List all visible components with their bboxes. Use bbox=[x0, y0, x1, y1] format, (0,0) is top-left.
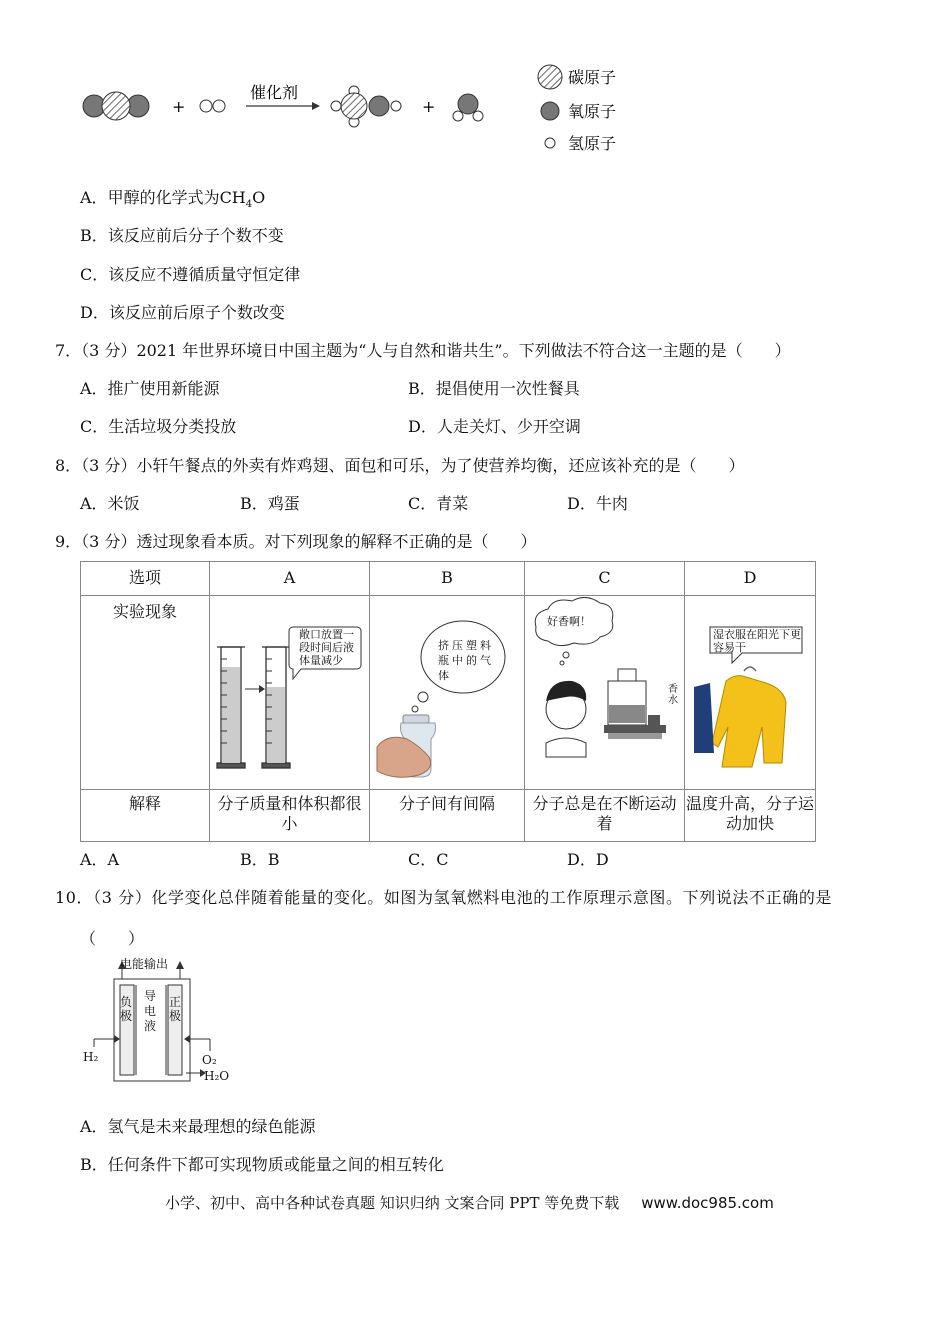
table-header: C bbox=[525, 562, 685, 596]
perfume-label: 香水 bbox=[668, 684, 678, 706]
o2-label: O₂ bbox=[202, 1053, 217, 1067]
legend-oxygen: 氧原子 bbox=[568, 102, 617, 121]
q6-option-c: C．该反应不遵循质量守恒定律 bbox=[80, 265, 301, 284]
legend-hydrogen: 氢原子 bbox=[568, 134, 617, 153]
row-label: 实验现象 bbox=[81, 596, 210, 790]
q7-option-b: B．提倡使用一次性餐具 bbox=[408, 379, 580, 398]
row-label: 解释 bbox=[81, 790, 210, 842]
q7-option-d: D．人走关灯、少开空调 bbox=[408, 417, 581, 436]
q8-stem: 8．（3 分）小轩午餐点的外卖有炸鸡翅、面包和可乐，为了使营养均衡，还应该补充的是（ ） bbox=[55, 456, 745, 475]
explanation-d: 温度升高，分子运动加快 bbox=[685, 790, 816, 842]
bubble-a: 敞口放置一段时间后液体量减少 bbox=[299, 628, 354, 667]
bubble-c: 好香啊！ bbox=[547, 615, 591, 628]
q8-option-d: D．牛肉 bbox=[567, 494, 628, 513]
bubble-b: 挤压塑料瓶中的气体 bbox=[438, 639, 494, 682]
methanol-molecule bbox=[331, 86, 401, 127]
page-footer bbox=[165, 1192, 774, 1213]
fuel-cell-diagram bbox=[80, 955, 230, 1090]
co2-molecule bbox=[83, 92, 149, 120]
cylinders-illustration bbox=[211, 597, 368, 783]
q6-option-d: D．该反应前后原子个数改变 bbox=[80, 303, 285, 322]
footer-url[interactable]: www.doc985.com bbox=[641, 1194, 774, 1212]
bubble-d: 湿衣服在阳光下更容易干 bbox=[713, 628, 801, 654]
explanation-a: 分子质量和体积都很小 bbox=[210, 790, 370, 842]
footer-text: 小学、初中、高中各种试卷真题 知识归纳 文案合同 PPT 等免费下载 bbox=[165, 1194, 620, 1212]
power-output-label: 电能输出 bbox=[120, 957, 169, 971]
explanation-c: 分子总是在不断运动着 bbox=[525, 790, 685, 842]
reaction-diagram bbox=[78, 58, 638, 158]
table-header: D bbox=[685, 562, 816, 596]
cell-d-image bbox=[685, 596, 816, 790]
q9-table bbox=[80, 561, 816, 842]
bottle-illustration bbox=[371, 597, 523, 783]
h2o-label: H₂O bbox=[204, 1069, 230, 1083]
explanation-b: 分子间有间隔 bbox=[370, 790, 525, 842]
cell-b-image bbox=[370, 596, 525, 790]
h2-molecule bbox=[200, 100, 225, 112]
legend bbox=[538, 65, 616, 153]
water-molecule bbox=[453, 94, 483, 121]
q7-option-a: A．推广使用新能源 bbox=[80, 379, 220, 398]
q8-option-b: B．鸡蛋 bbox=[240, 494, 300, 513]
cathode-label: 正极 bbox=[169, 995, 182, 1023]
legend-carbon: 碳原子 bbox=[568, 68, 617, 87]
q7-stem: 7．（3 分）2021 年世界环境日中国主题为“人与自然和谐共生”。下列做法不符合这一主题的是（ ） bbox=[55, 341, 791, 360]
svg-text:+: + bbox=[422, 97, 436, 116]
q7-option-c: C．生活垃圾分类投放 bbox=[80, 417, 237, 436]
q9-option-a: A．A bbox=[80, 850, 120, 869]
svg-text:+: + bbox=[172, 97, 186, 116]
electrolyte-label: 导电液 bbox=[144, 989, 157, 1033]
q9-stem: 9．（3 分）透过现象看本质。对下列现象的解释不正确的是（ ） bbox=[55, 532, 537, 551]
q9-option-c: C．C bbox=[408, 850, 449, 869]
h2-label: H₂ bbox=[83, 1050, 99, 1064]
q6-option-b: B．该反应前后分子个数不变 bbox=[80, 226, 284, 245]
clothes-illustration bbox=[686, 597, 814, 783]
q10-option-a: A．氢气是未来最理想的绿色能源 bbox=[80, 1117, 316, 1136]
q10-option-b: B．任何条件下都可实现物质或能量之间的相互转化 bbox=[80, 1155, 444, 1174]
table-header: A bbox=[210, 562, 370, 596]
cell-c-image bbox=[525, 596, 685, 790]
table-header: B bbox=[370, 562, 525, 596]
q10-paren: （ ） bbox=[80, 929, 145, 948]
table-header: 选项 bbox=[81, 562, 210, 596]
q8-option-a: A．米饭 bbox=[80, 494, 140, 513]
q9-option-b: B．B bbox=[240, 850, 280, 869]
catalyst-label: 催化剂 bbox=[250, 83, 299, 102]
q10-stem: 10．（3 分）化学变化总伴随着能量的变化。如图为氢氧燃料电池的工作原理示意图。下列说法不正确的是 bbox=[55, 888, 833, 907]
q8-option-c: C．青菜 bbox=[408, 494, 469, 513]
q9-option-d: D．D bbox=[567, 850, 609, 869]
anode-label: 负极 bbox=[120, 995, 133, 1023]
q6-option-a: A．甲醇的化学式为$CH_4O$ bbox=[80, 188, 266, 211]
cell-a-image bbox=[210, 596, 370, 790]
